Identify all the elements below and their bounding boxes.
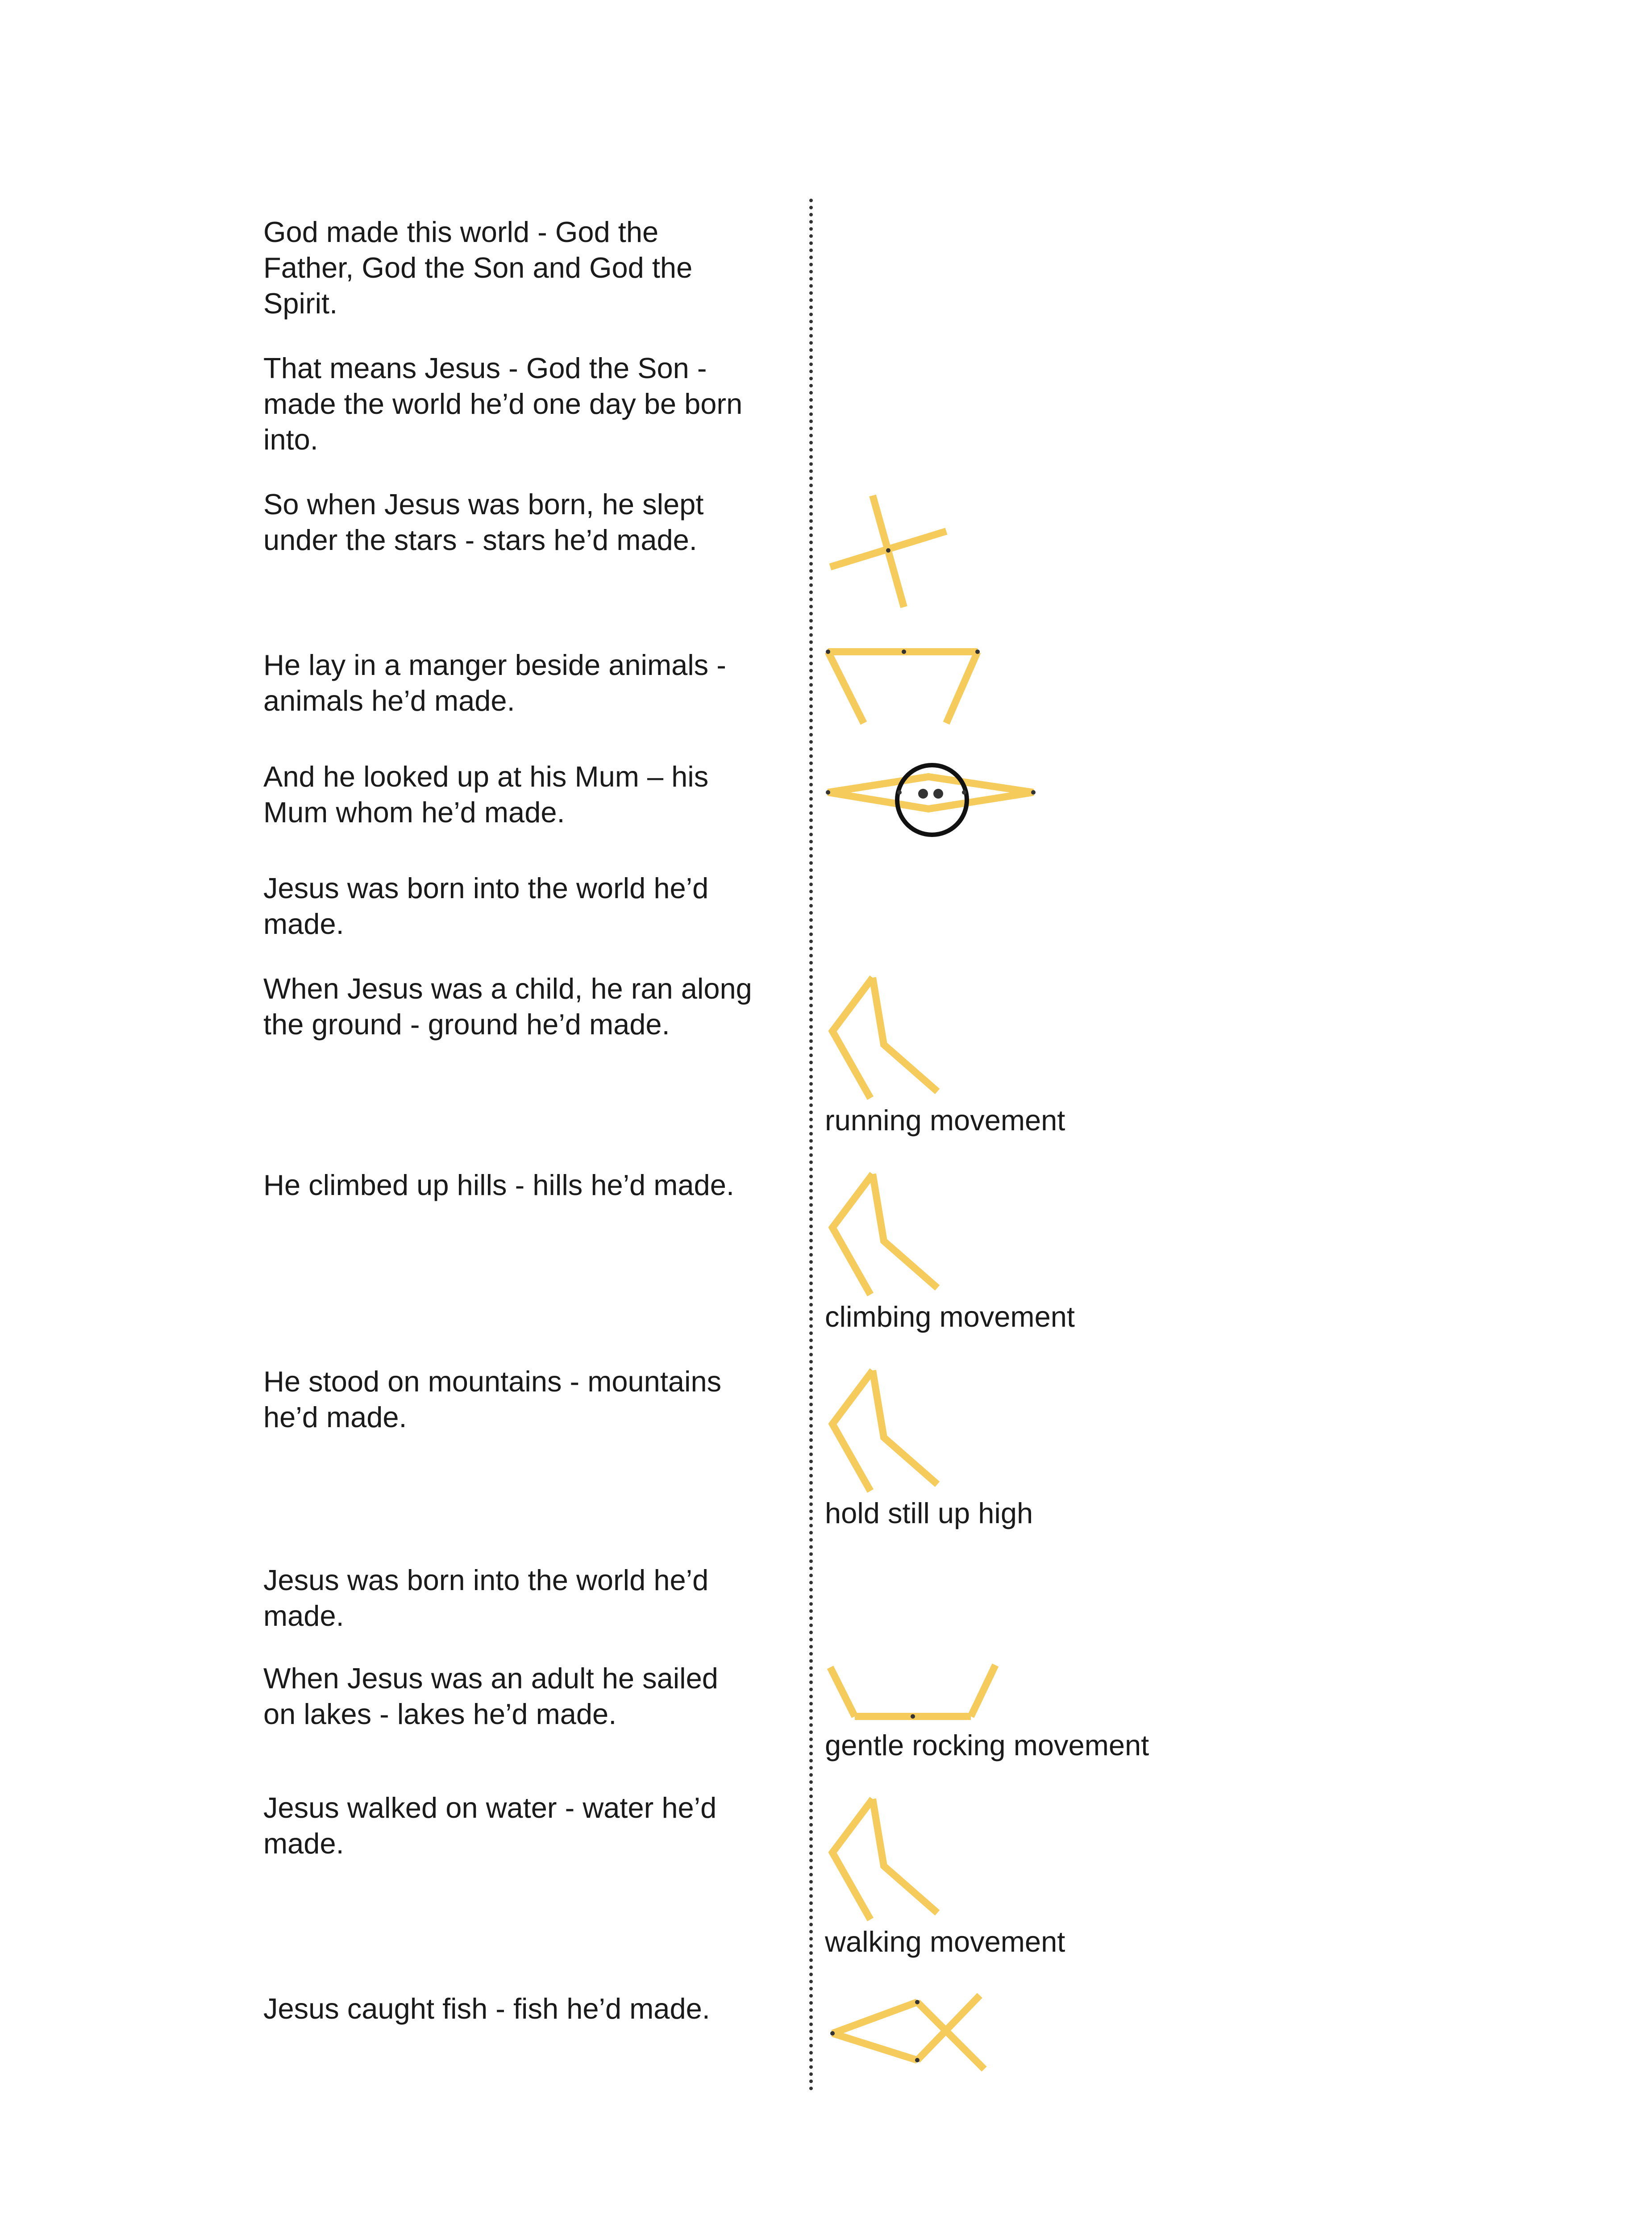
boat-stick-icon [821,1658,1000,1725]
running-figure-icon [821,973,946,1103]
manger-stick-icon [821,643,986,728]
paragraph-world-made: God made this world - God the Father, God the Son and God the Spirit. [263,216,693,320]
standing-figure-icon [821,1366,946,1495]
column-divider [809,199,813,2091]
paragraph-mountains: He stood on mountains - mountains he’d made. [263,1365,722,1433]
paragraph-born-into-world-1: Jesus was born into the world he’d made. [263,872,709,940]
caption-walking: walking movement [825,1925,1065,1958]
paragraph-lakes: When Jesus was an adult he sailed on lakes - lakes he’d made. [263,1662,718,1730]
caption-running: running movement [825,1104,1065,1137]
caption-climbing: climbing movement [825,1300,1075,1333]
paragraph-animals: He lay in a manger beside animals - animals he’d made. [263,649,726,717]
paragraph-hills: He climbed up hills - hills he’d made. [263,1169,734,1201]
paragraph-born-into-world-2: Jesus was born into the world he’d made. [263,1564,709,1632]
climbing-figure-icon [821,1170,946,1299]
paragraph-jesus-made-world: That means Jesus - God the Son - made the world he’d one day be born into. [263,352,743,456]
walking-figure-icon [821,1795,946,1924]
fish-stick-icon [821,1991,991,2076]
paragraph-water: Jesus walked on water - water he’d made. [263,1791,717,1860]
star-stick-icon [821,491,955,616]
paragraph-ground: When Jesus was a child, he ran along the ground - ground he’d made. [263,972,752,1041]
paragraph-mum: And he looked up at his Mum – his Mum whom he’d made. [263,760,709,829]
caption-rocking: gentle rocking movement [825,1729,1149,1761]
paragraph-fish: Jesus caught fish - fish he’d made. [263,1992,710,2025]
caption-hold-still: hold still up high [825,1497,1033,1529]
paragraph-stars: So when Jesus was born, he slept under the stars - stars he’d made. [263,488,704,556]
mum-face-stick-icon [821,759,1040,844]
